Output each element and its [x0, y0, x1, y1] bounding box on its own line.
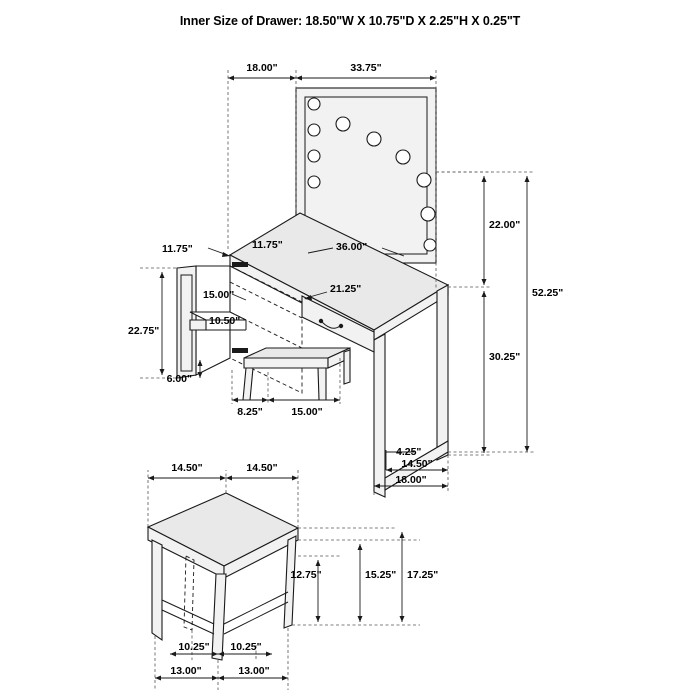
dim-desk-top-width: 36.00" [336, 241, 368, 253]
arrow [358, 616, 363, 622]
mirror-bulb [308, 176, 320, 188]
arrow [400, 616, 405, 622]
arrow [482, 176, 487, 182]
dim-desk-depth-left: 11.75" [162, 243, 193, 255]
arrow [282, 676, 288, 681]
stool-leg-back [184, 556, 194, 630]
stool-stretcher-2 [162, 610, 214, 634]
stool-seat-top [148, 493, 298, 566]
stool-leg-left [152, 540, 162, 640]
mirror-bulb [396, 150, 410, 164]
arrow [386, 468, 392, 473]
drawer-handle-end [319, 319, 323, 323]
stool-stretcher-3 [224, 592, 288, 624]
mirror-bulb [308, 124, 320, 136]
dim-cabinet-shelf-depth: 10.50" [209, 315, 241, 327]
arrow [316, 560, 321, 566]
arrow [262, 398, 268, 403]
arrow [482, 291, 487, 297]
arrow [160, 272, 165, 278]
dim-cabinet-shelf-width: 15.00" [203, 289, 235, 301]
dim-cabinet-bottom-clearance: 6.00" [166, 373, 192, 385]
mirror-bulb [336, 117, 350, 131]
dim-vanity-left-width: 18.00" [246, 62, 278, 74]
arrow [170, 652, 176, 657]
arrow [442, 468, 448, 473]
dim-drawer-width: 21.25" [330, 283, 362, 295]
arrow [400, 532, 405, 538]
arrow [226, 476, 232, 481]
arrow [292, 476, 298, 481]
arrow [220, 476, 226, 481]
arrow [228, 76, 234, 81]
arrow [212, 676, 218, 681]
dim-desk-height: 30.25" [489, 351, 521, 363]
dim-stool-foot-width: 10.25" [230, 641, 262, 653]
drawer-handle-end [339, 324, 343, 328]
cabinet-hinge-top [232, 262, 248, 267]
dim-stool-seat-depth: 8.25" [237, 406, 263, 418]
arrow [148, 476, 154, 481]
dim-stool-top-depth: 14.50" [171, 462, 203, 474]
vanity-stool-leg [318, 368, 326, 400]
dim-stool-foot-depth: 10.25" [178, 641, 210, 653]
mirror-bulb [421, 207, 435, 221]
arrow [155, 676, 161, 681]
arrow [232, 398, 238, 403]
stool-stretcher-4 [224, 602, 288, 634]
dim-mirror-width: 33.75" [350, 62, 382, 74]
arrow [160, 369, 165, 375]
desk-front-leg [374, 334, 385, 497]
dim-stool-top-width: 14.50" [246, 462, 278, 474]
stool-leg-front [212, 574, 226, 660]
cabinet-pullout-front [190, 320, 206, 330]
dim-stool-total-height: 17.25" [407, 569, 439, 581]
arrow [430, 76, 436, 81]
arrow [222, 252, 230, 257]
arrow [482, 279, 487, 285]
mirror-bulb [424, 239, 436, 251]
dim-cabinet-height: 22.75" [128, 325, 160, 337]
dim-stool-base-depth: 13.00" [170, 665, 202, 677]
desk-right-leg [437, 285, 448, 460]
dim-mirror-height: 22.00" [489, 219, 521, 231]
arrow [316, 616, 321, 622]
arrow [296, 76, 302, 81]
arrow [268, 398, 274, 403]
arrow [442, 484, 448, 489]
arrow [266, 652, 272, 657]
arrow [334, 398, 340, 403]
arrow [525, 176, 530, 182]
arrow [218, 676, 224, 681]
mirror-bulb [308, 150, 320, 162]
arrow [525, 446, 530, 452]
dim-stool-apron-height: 12.75" [290, 569, 322, 581]
mirror-bulb [308, 98, 320, 110]
arrow [198, 372, 203, 378]
dim-base-depth: 14.50" [401, 458, 433, 470]
vanity-stool-leg [243, 368, 253, 400]
arrow [290, 76, 296, 81]
dim-leg-width: 4.25" [396, 446, 422, 458]
vanity-stool-leg-back [344, 350, 350, 384]
dim-desk-depth-inner: 11.75" [252, 239, 283, 251]
dim-stool-seat-height: 15.25" [365, 569, 397, 581]
dim-base-width: 18.00" [395, 474, 427, 486]
stool-leg-right [284, 536, 296, 628]
dim-stool-seat-width: 15.00" [291, 406, 323, 418]
mirror-bulb [417, 173, 431, 187]
stool-stretcher [162, 600, 214, 624]
mirror-bulb [367, 132, 381, 146]
vanity-stool-seat-edge [244, 358, 328, 368]
dim-stool-base-width: 13.00" [238, 665, 270, 677]
arrow [358, 544, 363, 550]
cabinet-hinge-bottom [232, 348, 248, 353]
page-title: Inner Size of Drawer: 18.50"W X 10.75"D X 2.25"H X 0.25"T [179, 14, 521, 28]
dim-total-height: 52.25" [532, 287, 564, 299]
